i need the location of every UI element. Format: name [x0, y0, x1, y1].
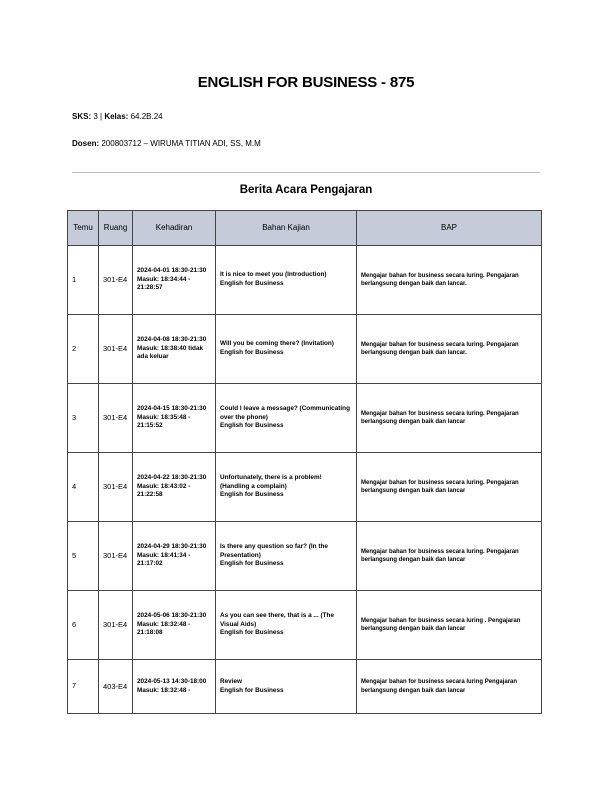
jadwal-text: 2024-05-06 18:30-21:30	[137, 612, 207, 620]
cell-bap: Mengajar bahan for business secara luring Pengajaran berlangsung dengan baik dan lancar	[357, 660, 542, 714]
cell-temu: 3	[68, 384, 99, 453]
cell-bahan-kajian	[216, 384, 357, 453]
cell-kehadiran	[133, 591, 216, 660]
section-title: Berita Acara Pengajaran	[239, 184, 373, 196]
cell-kehadiran	[133, 315, 216, 384]
table-row	[68, 522, 542, 591]
bap-table	[67, 210, 542, 714]
cell-bap: Mengajar bahan for business secara luring. Pengajaran berlangsung dengan baik dan lancar.	[357, 315, 542, 384]
sks-label: SKS:	[72, 112, 92, 121]
masuk-text: Masuk: 18:38:40 tidak ada keluar	[137, 344, 204, 361]
cell-bahan-kajian	[216, 453, 357, 522]
bahan-topic: As you can see there, that is a ... (The Visual Aids)	[220, 612, 335, 628]
header-bahan-kajian: Bahan Kajian	[216, 211, 357, 246]
dosen-value: 200803712 – WIRUMA TITIAN ADI, SS, M.M	[99, 139, 261, 148]
bahan-topic: Is there any question so far? (In the Presentation)	[220, 543, 328, 559]
header-temu: Temu	[68, 211, 99, 246]
masuk-text: Masuk: 18:34:44 - 21:28:57	[137, 275, 191, 292]
bahan-course: English for Business	[220, 629, 284, 637]
cell-ruang: 301-E4	[99, 591, 133, 660]
bahan-course: English for Business	[220, 280, 284, 287]
cell-ruang: 301-E4	[99, 522, 133, 591]
jadwal-text: 2024-04-29 18:30-21:30	[137, 543, 207, 551]
jadwal-text: 2024-04-15 18:30-21:30	[137, 405, 207, 413]
table-header-row	[68, 211, 542, 246]
jadwal-text: 2024-04-01 18:30-21:30	[137, 267, 207, 275]
table-row	[68, 246, 542, 315]
bahan-topic: Review	[220, 677, 243, 685]
cell-kehadiran	[133, 522, 216, 591]
bahan-course: English for Business	[220, 422, 284, 430]
masuk-text: Masuk: 18:43:02 - 21:22:58	[137, 482, 191, 499]
cell-bap: Mengajar bahan for business secara luring. Pengajaran berlangsung dengan baik dan lancar	[357, 453, 542, 522]
bahan-course: English for Business	[220, 349, 284, 356]
cell-bap: Mengajar bahan for business secara luring. Pengajaran berlangsung dengan baik dan lancar.	[357, 246, 542, 315]
bahan-course: English for Business	[220, 491, 284, 499]
cell-bap: Mengajar bahan for business secara luring. Pengajaran berlangsung dengan baik dan lancar	[357, 384, 542, 453]
cell-bahan-kajian	[216, 591, 357, 660]
cell-temu: 1	[68, 246, 99, 315]
cell-bahan-kajian	[216, 660, 357, 714]
cell-kehadiran	[133, 453, 216, 522]
jadwal-text: 2024-05-13 14:30-18:00	[137, 677, 207, 685]
table-row	[68, 591, 542, 660]
bahan-topic: Will you be coming there? (Invitation)	[220, 340, 334, 348]
divider	[72, 172, 540, 173]
jadwal-text: 2024-04-22 18:30-21:30	[137, 474, 207, 482]
course-title: ENGLISH FOR BUSINESS - 875	[197, 74, 415, 91]
kelas-label: Kelas:	[104, 112, 129, 121]
cell-kehadiran	[133, 660, 216, 714]
kelas-value: 64.2B.24	[128, 112, 163, 121]
cell-kehadiran	[133, 384, 216, 453]
masuk-text: Masuk: 18:41:34 - 21:17:02	[137, 551, 191, 568]
masuk-text: Masuk: 18:35:48 - 21:15:52	[137, 413, 191, 430]
cell-bap: Mengajar bahan for business secara luring . Pengajaran berlangsung dengan baik dan lancar	[357, 591, 542, 660]
masuk-text: Masuk: 18:32:48 -	[137, 686, 191, 694]
cell-temu: 6	[68, 591, 99, 660]
cell-temu: 2	[68, 315, 99, 384]
course-meta-sks-kelas	[72, 112, 163, 121]
cell-ruang: 403-E4	[99, 660, 133, 714]
course-meta-dosen	[72, 139, 261, 148]
bahan-course: English for Business	[220, 686, 284, 694]
cell-ruang: 301-E4	[99, 315, 133, 384]
table-row	[68, 660, 542, 714]
bahan-topic: Unfortunately, there is a problem! (Handling a complain)	[220, 474, 322, 490]
bahan-topic: It is nice to meet you (Introduction)	[220, 271, 327, 279]
header-kehadiran: Kehadiran	[133, 211, 216, 246]
table-row	[68, 453, 542, 522]
cell-temu: 5	[68, 522, 99, 591]
dosen-label: Dosen:	[72, 139, 100, 148]
cell-bahan-kajian	[216, 246, 357, 315]
cell-temu: 7	[68, 660, 99, 714]
jadwal-text: 2024-04-08 18:30-21:30	[137, 336, 207, 344]
header-bap: BAP	[357, 211, 542, 246]
cell-temu: 4	[68, 453, 99, 522]
header-ruang: Ruang	[99, 211, 133, 246]
bahan-course: English for Business	[220, 560, 284, 568]
cell-bahan-kajian	[216, 315, 357, 384]
table-row	[68, 384, 542, 453]
cell-ruang: 301-E4	[99, 246, 133, 315]
masuk-text: Masuk: 18:32:48 - 21:18:08	[137, 620, 191, 637]
cell-bahan-kajian	[216, 522, 357, 591]
cell-ruang: 301-E4	[99, 453, 133, 522]
cell-ruang: 301-E4	[99, 384, 133, 453]
table-row	[68, 315, 542, 384]
cell-kehadiran	[133, 246, 216, 315]
bahan-topic: Could I leave a message? (Communicating over the phone)	[220, 405, 350, 421]
sks-value: 3 |	[91, 112, 105, 121]
cell-bap: Mengajar bahan for business secara luring. Pengajaran berlangsung dengan baik dan lancar	[357, 522, 542, 591]
